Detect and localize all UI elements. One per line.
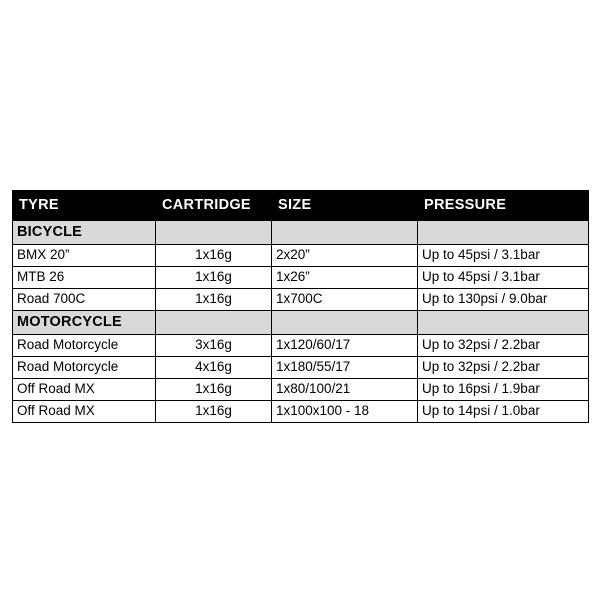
cell-pressure: Up to 45psi / 3.1bar xyxy=(418,245,589,267)
cell-tyre: Off Road MX xyxy=(13,379,156,401)
cell-cartridge: 1x16g xyxy=(156,267,272,289)
cell-tyre: MTB 26 xyxy=(13,267,156,289)
tyre-pressure-table-container xyxy=(12,190,588,423)
cell-cartridge: 1x16g xyxy=(156,245,272,267)
cell-size: 2x20” xyxy=(272,245,418,267)
group-spacer-cartridge xyxy=(156,221,272,245)
cell-cartridge: 1x16g xyxy=(156,379,272,401)
cell-pressure: Up to 45psi / 3.1bar xyxy=(418,267,589,289)
table-row xyxy=(13,289,589,311)
table-body xyxy=(13,221,589,423)
table-row xyxy=(13,379,589,401)
table-row xyxy=(13,335,589,357)
cell-pressure: Up to 32psi / 2.2bar xyxy=(418,357,589,379)
group-spacer-cartridge xyxy=(156,311,272,335)
table-row xyxy=(13,357,589,379)
cell-tyre: Road Motorcycle xyxy=(13,357,156,379)
cell-tyre: Road 700C xyxy=(13,289,156,311)
group-label: MOTORCYCLE xyxy=(13,311,156,335)
table-row xyxy=(13,245,589,267)
group-row-motorcycle xyxy=(13,311,589,335)
table-row xyxy=(13,267,589,289)
group-row-bicycle xyxy=(13,221,589,245)
group-spacer-size xyxy=(272,311,418,335)
cell-tyre: Off Road MX xyxy=(13,401,156,423)
cell-cartridge: 1x16g xyxy=(156,289,272,311)
cell-size: 1x120/60/17 xyxy=(272,335,418,357)
cell-size: 1x180/55/17 xyxy=(272,357,418,379)
table-row xyxy=(13,401,589,423)
column-header-pressure: PRESSURE xyxy=(418,191,589,221)
cell-tyre: BMX 20” xyxy=(13,245,156,267)
cell-pressure: Up to 130psi / 9.0bar xyxy=(418,289,589,311)
table-header-row xyxy=(13,191,589,221)
group-spacer-pressure xyxy=(418,311,589,335)
table-header xyxy=(13,191,589,221)
column-header-cartridge: CARTRIDGE xyxy=(156,191,272,221)
column-header-tyre: TYRE xyxy=(13,191,156,221)
cell-cartridge: 1x16g xyxy=(156,401,272,423)
cell-pressure: Up to 14psi / 1.0bar xyxy=(418,401,589,423)
cell-size: 1x26” xyxy=(272,267,418,289)
cell-pressure: Up to 16psi / 1.9bar xyxy=(418,379,589,401)
cell-tyre: Road Motorcycle xyxy=(13,335,156,357)
group-label: BICYCLE xyxy=(13,221,156,245)
cell-size: 1x80/100/21 xyxy=(272,379,418,401)
group-spacer-pressure xyxy=(418,221,589,245)
tyre-pressure-table xyxy=(12,190,589,423)
cell-pressure: Up to 32psi / 2.2bar xyxy=(418,335,589,357)
cell-cartridge: 4x16g xyxy=(156,357,272,379)
column-header-size: SIZE xyxy=(272,191,418,221)
cell-size: 1x700C xyxy=(272,289,418,311)
cell-cartridge: 3x16g xyxy=(156,335,272,357)
cell-size: 1x100x100 - 18 xyxy=(272,401,418,423)
group-spacer-size xyxy=(272,221,418,245)
